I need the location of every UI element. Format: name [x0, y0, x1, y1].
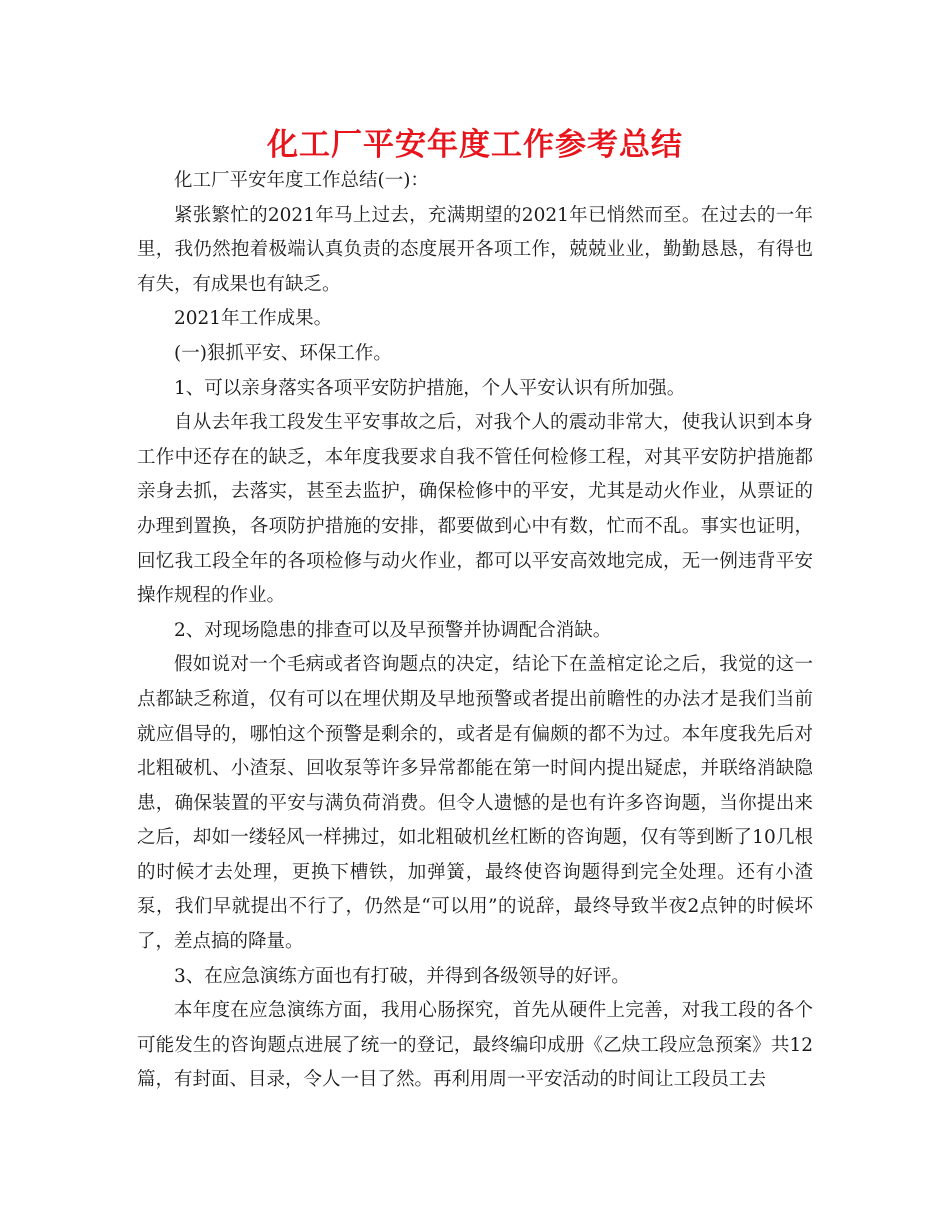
paragraph: 1、可以亲身落实各项平安防护措施，个人平安认识有所加强。 [174, 377, 686, 399]
paragraph: 本年度在应急演练方面，我用心肠探究，首先从硬件上完善，对我工段的各个可能发生的咨询题点进展了统一的登记，最终编印成册《乙炔工段应急预案》共12篇，有封面、目录，令人一目了然。再利用周一平安活动的时间让工段员工去 [137, 1000, 813, 1091]
paragraph: 自从去年我工段发生平安事故之后，对我个人的震动非常大，使我认识到本身工作中还存在的缺乏，本年度我要求自我不管任何检修工程，对其平安防护措施都亲身去抓，去落实，甚至去监护，确保检修中的平安，尤其是动火作业，从票证的办理到置换，各项防护措施的安排，都要做到心中有数，忙而不乱。事实也证明，回忆我工段全年的各项检修与动火作业，都可以平安高效地完成，无一例违背平安操作规程的作业。 [137, 412, 813, 607]
paragraph: 2、对现场隐患的排查可以及早预警并协调配合消缺。 [174, 619, 612, 641]
document-body [137, 164, 813, 1098]
paragraph: 假如说对一个毛病或者咨询题点的决定，结论下在盖棺定论之后，我觉的这一点都缺乏称道，仅有可以在埋伏期及早地预警或者提出前瞻性的办法才是我们当前就应倡导的，哪怕这个预警是剩余的，或者是有偏颇的都不为过。本年度我先后对北粗破机、小渣泵、回收泵等许多异常都能在第一时间内提出疑虑，并联络消缺隐患，确保装置的平安与满负荷消费。但令人遗憾的是也有许多咨询题，当你提出来之后，却如一缕轻风一样拂过，如北粗破机丝杠断的咨询题，仅有等到断了10几根的时候才去处理，更换下槽铁，加弹簧，最终使咨询题得到完全处理。还有小渣泵，我们早就提出不行了，仍然是“可以用”的说辞，最终导致半夜2点钟的时候坏了，差点搞的降量。 [137, 654, 813, 953]
paragraph: 2021年工作成果。 [174, 308, 333, 330]
paragraph: (一)狠抓平安、环保工作。 [174, 342, 392, 364]
paragraph: 3、在应急演练方面也有打破，并得到各级领导的好评。 [174, 965, 630, 987]
document-title: 化工厂平安年度工作参考总结 [267, 127, 683, 163]
paragraph: 化工厂平安年度工作总结(一)： [174, 170, 429, 191]
paragraph: 紧张繁忙的2021年马上过去，充满期望的2021年已悄然而至。在过去的一年里，我仍然抱着极端认真负责的态度展开各项工作，兢兢业业，勤勤恳恳，有得也有失，有成果也有缺乏。 [137, 204, 813, 295]
